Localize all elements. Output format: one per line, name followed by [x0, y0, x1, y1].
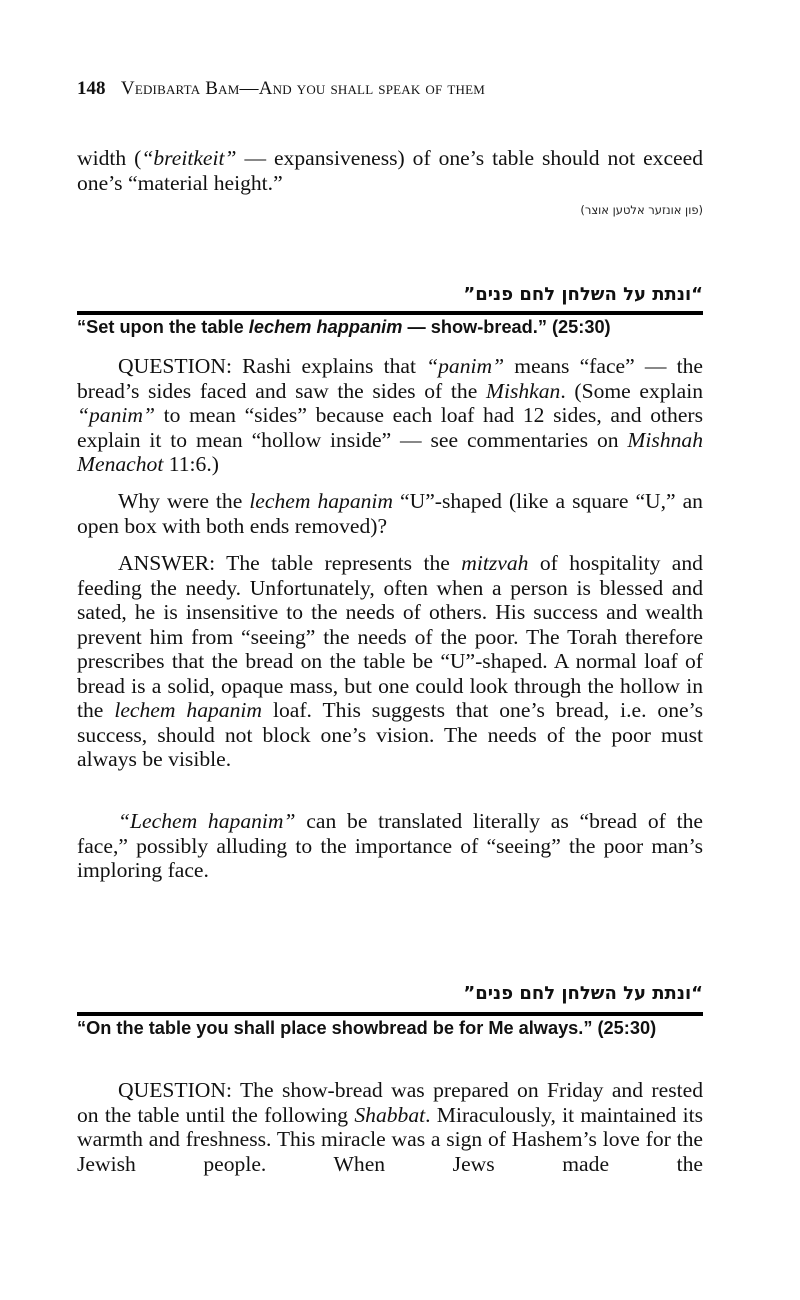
hebrew-verse-heading: “ונתת על השלחן לחם פנים”	[463, 284, 703, 305]
lechem-paragraph: “Lechem hapanim” can be translated literally as “bread of the face,” possibly alluding to the importance of “seeing” the poor man’s imploring face.	[77, 809, 703, 882]
intro-paragraph: width (“breitkeit” — expansiveness) of one’s table should not exceed one’s “material height.”	[77, 146, 703, 195]
why-paragraph: Why were the lechem hapanim “U”-shaped (like a square “U,” an open box with both ends removed)?	[77, 489, 703, 538]
english-verse-heading: “Set upon the table lechem happanim — show-bread.” (25:30)	[77, 317, 611, 337]
question-paragraph: QUESTION: Rashi explains that “panim” means “face” — the bread’s sides faced and saw the sides of the Mishkan. (Some explain “panim” to mean “sides” because each loaf had 12 sides, and others explain it to mean “hollow inside” — see commentaries on Mishnah Menachot 11:6.)	[77, 354, 703, 476]
source-citation: (פון אונזער אלטען אוצר)	[580, 203, 703, 217]
answer-paragraph: ANSWER: The table represents the mitzvah of hospitality and feeding the needy. Unfortunately, often when a person is blessed and sated, he is insensitive to the needs of others. His success and wealth prevent him from “seeing” the needs of the poor. The Torah therefore prescribes that the bread on the table be “U”-shaped. A normal loaf of bread is a solid, opaque mass, but one could look through the hollow in the lechem hapanim loaf. This suggests that one’s bread, i.e. one’s success, should not block one’s vision. The needs of the poor must always be visible.	[77, 551, 703, 771]
page-number: 148	[77, 78, 106, 99]
book-title: Vedibarta Bam—And you shall speak of them	[120, 78, 486, 99]
question-paragraph-2: QUESTION: The show-bread was prepared on Friday and rested on the table until the following Shabbat. Miraculously, it maintained its warmth and freshness. This miracle was a sign of Hashem’s love for the Jewish people. When Jews made the	[77, 1078, 703, 1176]
hebrew-verse-heading-2: “ונתת על השלחן לחם פנים”	[463, 983, 703, 1004]
english-verse-heading-2: “On the table you shall place showbread be for Me always.” (25:30)	[77, 1018, 657, 1038]
running-head	[77, 78, 485, 100]
